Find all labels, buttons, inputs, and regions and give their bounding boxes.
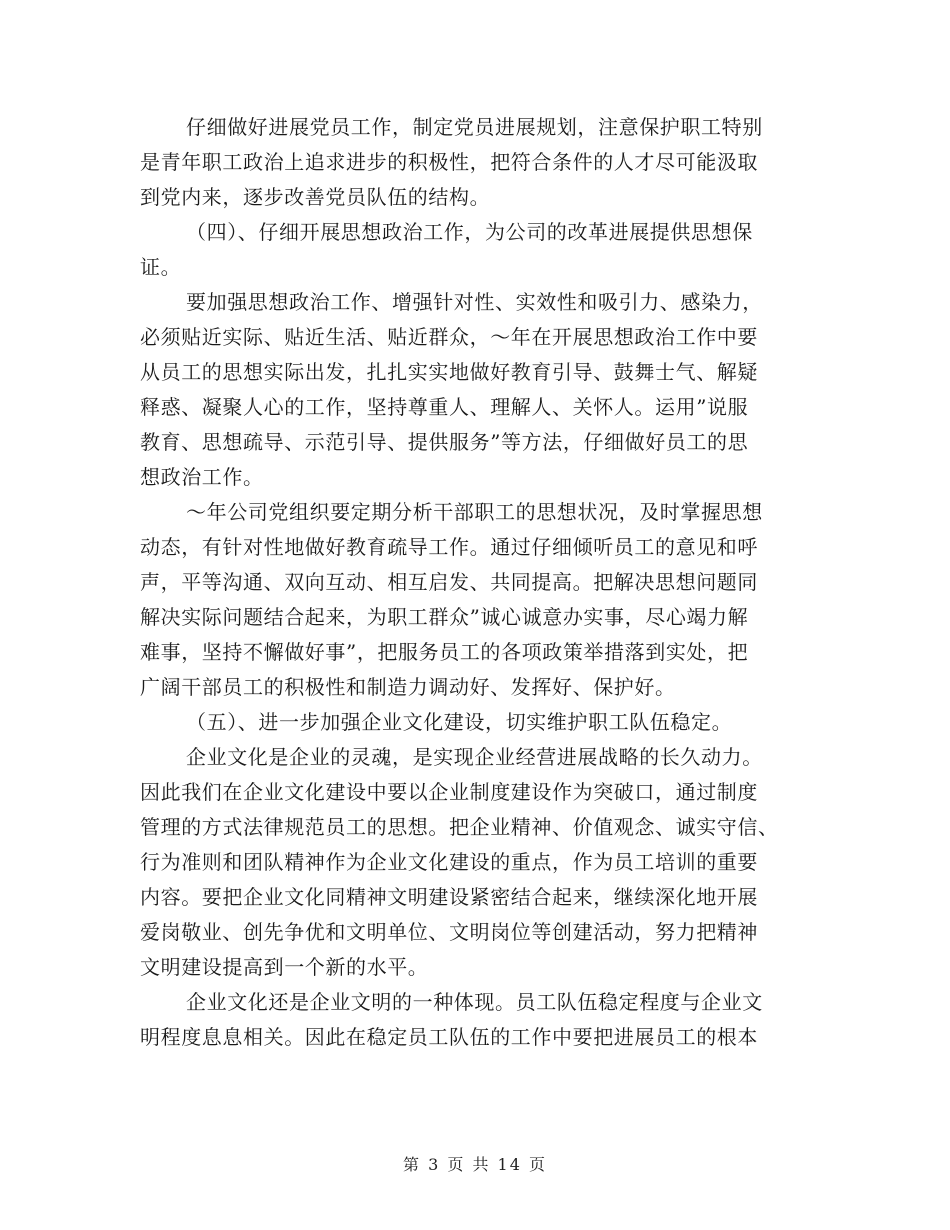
paragraph-line: 广阔干部员工的积极性和制造力调动好、发挥好、保护好。 bbox=[140, 675, 676, 699]
paragraph-line: 动态，有针对性地做好教育疏导工作。通过仔细倾听员工的意见和呼 bbox=[140, 535, 758, 559]
paragraph-line: 企业文化是企业的灵魂，是实现企业经营进展战略的长久动力。 bbox=[186, 745, 763, 769]
paragraph-line: 从员工的思想实际出发，扎扎实实地做好教育引导、鼓舞士气、解疑 bbox=[140, 360, 758, 384]
paragraph-line: 文明建设提高到一个新的水平。 bbox=[140, 955, 429, 979]
paragraph-line: 爱岗敬业、创先争优和文明单位、文明岗位等创建活动，努力把精神 bbox=[140, 920, 758, 944]
paragraph-line: 因此我们在企业文化建设中要以企业制度建设作为突破口，通过制度 bbox=[140, 780, 758, 804]
paragraph-line: 行为准则和团队精神作为企业文化建设的重点，作为员工培训的重要 bbox=[140, 850, 758, 874]
paragraph-line: 明程度息息相关。因此在稳定员工队伍的工作中要把进展员工的根本 bbox=[140, 1025, 758, 1049]
paragraph-line: 是青年职工政治上追求进步的积极性，把符合条件的人才尽可能汲取 bbox=[140, 150, 758, 174]
paragraph-line: 想政治工作。 bbox=[140, 465, 264, 489]
paragraph-line: 难事，坚持不懈做好事”，把服务员工的各项政策举措落到实处，把 bbox=[140, 640, 749, 664]
section-heading-line: 证。 bbox=[140, 255, 182, 279]
paragraph-line: 管理的方式法律规范员工的思想。把企业精神、价值观念、诚实守信、 bbox=[140, 815, 779, 839]
paragraph-line: 仔细做好进展党员工作，制定党员进展规划，注意保护职工特别 bbox=[186, 115, 763, 139]
paragraph-line: 企业文化还是企业文明的一种体现。员工队伍稳定程度与企业文 bbox=[186, 990, 763, 1014]
document-body bbox=[140, 110, 812, 1055]
paragraph-line: 释惑、凝聚人心的工作，坚持尊重人、理解人、关怀人。运用”说服 bbox=[140, 395, 749, 419]
paragraph-line: 必须贴近实际、贴近生活、贴近群众，～年在开展思想政治工作中要 bbox=[140, 325, 758, 349]
paragraph-line: 解决实际问题结合起来，为职工群众”诚心诚意办实事，尽心竭力解 bbox=[140, 605, 749, 629]
paragraph-line: ～年公司党组织要定期分析干部职工的思想状况，及时掌握思想 bbox=[186, 500, 763, 524]
section-heading-line: （五）、进一步加强企业文化建设，切实维护职工队伍稳定。 bbox=[186, 710, 733, 734]
paragraph-line: 教育、思想疏导、示范引导、提供服务”等方法，仔细做好员工的思 bbox=[140, 430, 749, 454]
page-number-footer: 第 3 页 共 14 页 bbox=[403, 1155, 547, 1174]
paragraph-line: 要加强思想政治工作、增强针对性、实效性和吸引力、感染力， bbox=[186, 290, 763, 314]
paragraph-line: 声，平等沟通、双向互动、相互启发、共同提高。把解决思想问题同 bbox=[140, 570, 758, 594]
paragraph-line: 到党内来，逐步改善党员队伍的结构。 bbox=[140, 185, 491, 209]
paragraph-line: 内容。要把企业文化同精神文明建设紧密结合起来，继续深化地开展 bbox=[140, 885, 758, 909]
section-heading-line: （四）、仔细开展思想政治工作，为公司的改革进展提供思想保 bbox=[186, 220, 753, 244]
